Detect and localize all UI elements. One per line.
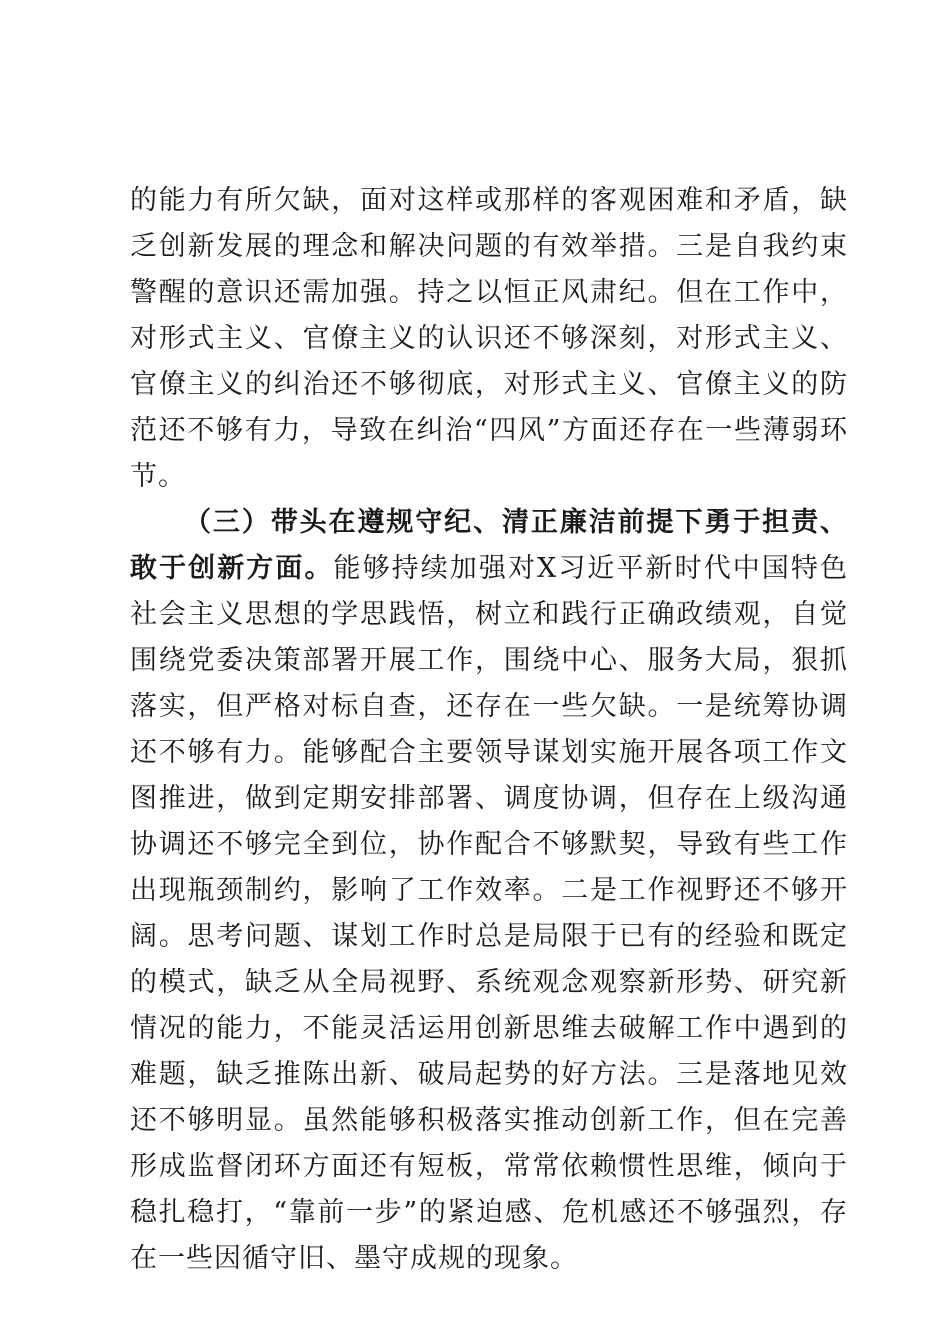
paragraph-text: 的能力有所欠缺，面对这样或那样的客观困难和矛盾，缺乏创新发展的理念和解决问题的有效举措。三是自我约束警醒的意识还需加强。持之以恒正风肃纪。但在工作中，对形式主义、官僚主义的认识还不够深刻，对形式主义、官僚主义的纠治还不够彻底，对形式主义、官僚主义的防范还不够有力，导致在纠治“四风”方面还存在一些薄弱环节。 <box>130 185 848 492</box>
document-body <box>130 178 848 1282</box>
paragraph-section-three <box>130 500 848 1282</box>
paragraph-text: 能够持续加强对X习近平新时代中国特色社会主义思想的学思践悟，树立和践行正确政绩观，自觉围绕党委决策部署开展工作，围绕中心、服务大局，狠抓落实，但严格对标自查，还存在一些欠缺。一是统筹协调还不够有力。能够配合主要领导谋划实施开展各项工作文图推进，做到定期安排部署、调度协调，但存在上级沟通协调还不够完全到位，协作配合不够默契，导致有些工作出现瓶颈制约，影响了工作效率。二是工作视野还不够开阔。思考问题、谋划工作时总是局限于已有的经验和既定的模式，缺乏从全局视野、系统观念观察新形势、研究新情况的能力，不能灵活运用创新思维去破解工作中遇到的难题，缺乏推陈出新、破局起势的好方法。三是落地见效还不够明显。虽然能够积极落实推动创新工作，但在完善形成监督闭环方面还有短板，常常依赖惯性思维，倾向于稳扎稳打，“靠前一步”的紧迫感、危机感还不够强烈，存在一些因循守旧、墨守成规的现象。 <box>130 553 848 1274</box>
paragraph-continued <box>130 178 848 500</box>
section-heading: （三）带头在遵规守纪、清正廉洁前提下勇于担责、敢于创新方面。 <box>130 507 848 584</box>
